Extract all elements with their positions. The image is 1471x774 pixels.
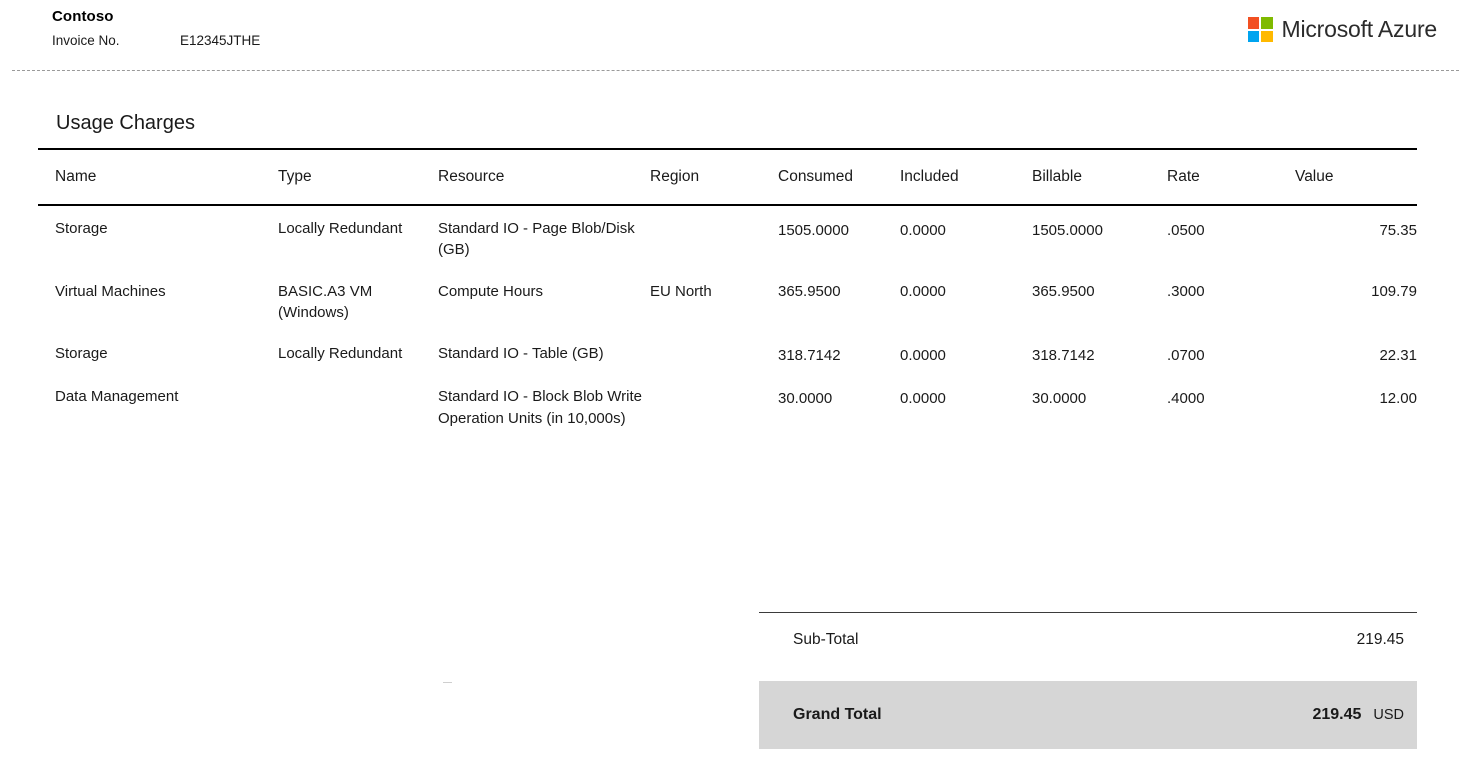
cell-included: 0.0000 (900, 347, 946, 365)
cell-name: Virtual Machines (55, 282, 166, 300)
invoice-number-label: Invoice No. (52, 33, 120, 48)
column-header-billable: Billable (1032, 168, 1082, 185)
totals-section (759, 612, 1417, 749)
invoice-number-row (52, 33, 260, 48)
cell-included: 0.0000 (900, 222, 946, 239)
cell-name: Data Management (55, 388, 179, 406)
cell-consumed: 1505.0000 (778, 222, 849, 239)
brand-text: Microsoft Azure (1281, 16, 1437, 42)
grand-total-value: 219.45 (1312, 706, 1362, 723)
cell-value: 12.00 (1379, 390, 1417, 408)
cell-region (650, 374, 778, 437)
company-block (52, 8, 260, 48)
cell-type (278, 374, 438, 437)
cell-name: Storage (55, 345, 108, 363)
cell-consumed: 365.9500 (778, 282, 841, 300)
cell-rate: .4000 (1167, 390, 1205, 408)
column-header-included: Included (900, 168, 959, 185)
cell-billable: 1505.0000 (1032, 222, 1103, 239)
cell-rate: .3000 (1167, 282, 1205, 300)
cell-value: 109.79 (1371, 282, 1417, 300)
table-header-row (38, 149, 1417, 205)
usage-charges-table (38, 148, 1417, 437)
cell-resource: Compute Hours (438, 282, 544, 300)
cell-consumed: 318.7142 (778, 347, 841, 365)
column-header-value: Value (1295, 168, 1334, 185)
grand-total-label: Grand Total (793, 706, 882, 723)
cell-value: 75.35 (1379, 222, 1417, 239)
invoice-body (0, 70, 1471, 774)
subtotal-label: Sub-Total (793, 631, 859, 648)
table-row (38, 205, 1417, 269)
column-header-name: Name (55, 168, 97, 185)
cell-billable: 365.9500 (1032, 282, 1095, 300)
grand-total-row (759, 681, 1417, 749)
cell-type: Locally Redundant (278, 220, 403, 237)
grand-total-currency: USD (1373, 707, 1404, 723)
cell-included: 0.0000 (900, 390, 946, 408)
cell-name: Storage (55, 220, 108, 237)
cell-type: Locally Redundant (278, 345, 403, 363)
invoice-header (0, 0, 1471, 62)
cell-region (650, 331, 778, 374)
column-header-region: Region (650, 168, 700, 185)
cell-rate: .0700 (1167, 347, 1205, 365)
invoice-number-value: E12345JTHE (180, 33, 261, 48)
column-header-rate: Rate (1167, 168, 1200, 185)
cell-billable: 30.0000 (1032, 390, 1087, 408)
cell-region: EU North (650, 282, 712, 300)
column-header-type: Type (278, 168, 312, 185)
cell-resource: Standard IO - Table (GB) (438, 345, 604, 363)
cell-resource: Standard IO - Block Blob Write Operation Units (in 10,000s) (438, 388, 642, 427)
cell-consumed: 30.0000 (778, 390, 833, 408)
page-title: Usage Charges (56, 112, 195, 134)
page-artifact (443, 682, 452, 683)
subtotal-row (759, 612, 1417, 667)
microsoft-azure-logo (1248, 16, 1438, 43)
subtotal-value: 219.45 (1356, 631, 1404, 648)
column-header-resource: Resource (438, 168, 505, 185)
table-row (38, 269, 1417, 332)
company-name: Contoso (52, 8, 114, 25)
microsoft-logo-icon (1248, 17, 1273, 42)
cell-type: BASIC.A3 VM (Windows) (278, 282, 373, 321)
cell-region (650, 205, 778, 269)
table-row (38, 331, 1417, 374)
cell-included: 0.0000 (900, 282, 946, 300)
column-header-consumed: Consumed (778, 168, 853, 185)
table-row (38, 374, 1417, 437)
cell-billable: 318.7142 (1032, 347, 1095, 365)
cell-rate: .0500 (1167, 222, 1205, 239)
cell-value: 22.31 (1379, 347, 1417, 365)
cell-resource: Standard IO - Page Blob/Disk (GB) (438, 220, 635, 259)
